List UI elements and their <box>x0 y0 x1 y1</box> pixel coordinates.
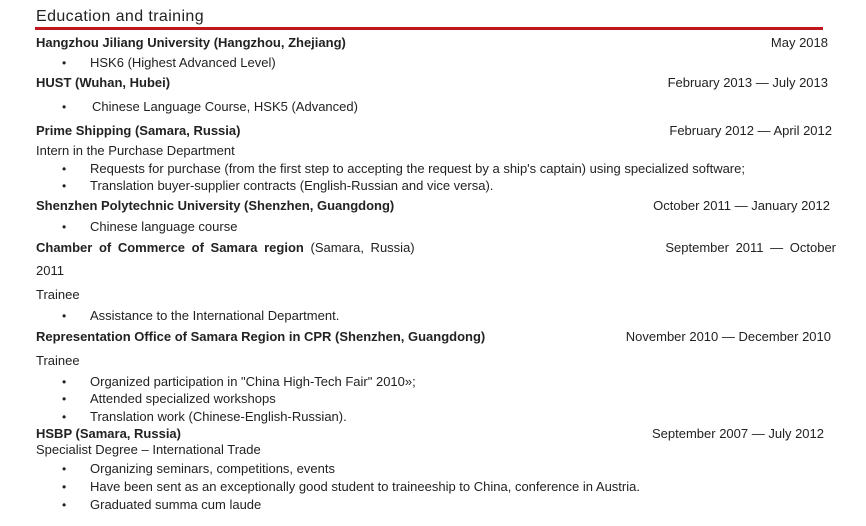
bullet-icon: • <box>62 375 67 389</box>
entry-date: September 2007 — July 2012 <box>652 426 824 441</box>
entry-org: Prime Shipping (Samara, Russia) <box>36 123 241 138</box>
bullet-icon: • <box>62 498 67 512</box>
entry-subtitle: Trainee <box>36 353 80 368</box>
bullet-icon: • <box>62 100 67 114</box>
entry-bullet: HSK6 (Highest Advanced Level) <box>90 55 276 70</box>
entry-subtitle: Specialist Degree – International Trade <box>36 442 261 457</box>
entry-bullet: Attended specialized workshops <box>90 391 276 406</box>
entry-org: HUST (Wuhan, Hubei) <box>36 75 171 90</box>
entry-date: May 2018 <box>770 35 828 50</box>
entry-bullet: Requests for purchase (from the first step to accepting the request by a ship's captain) using specialized software; <box>90 161 745 176</box>
entry-org: HSBP (Samara, Russia) <box>36 426 181 441</box>
entry-bullet: Organizing seminars, competitions, events <box>90 461 335 476</box>
entry-bullet: Translation work (Chinese-English-Russian). <box>90 409 347 424</box>
bullet-icon: • <box>62 162 67 176</box>
bullet-icon: • <box>62 56 67 70</box>
entry-subtitle: Trainee <box>36 287 80 302</box>
entry-bullet: Translation buyer-supplier contracts (English-Russian and vice versa). <box>90 178 494 193</box>
entry-org-name: Chamber of Commerce of Samara region <box>36 240 304 255</box>
bullet-icon: • <box>62 410 67 424</box>
entry-bullet: Chinese language course <box>90 219 238 234</box>
section-title: Education and training <box>36 8 205 25</box>
entry-date: February 2013 — July 2013 <box>667 75 828 90</box>
entry-date: October 2011 — January 2012 <box>653 198 830 213</box>
entry-org-location: (Samara, Russia) <box>310 240 415 255</box>
entry-date-wrap: 2011 <box>36 263 64 278</box>
bullet-icon: • <box>62 220 67 234</box>
entry-bullet: Chinese Language Course, HSK5 (Advanced) <box>92 99 358 114</box>
entry-bullet: Have been sent as an exceptionally good student to traineeship to China, conference in Austria. <box>90 479 640 494</box>
entry-bullet: Graduated summa cum laude <box>90 497 262 512</box>
entry-org <box>36 240 415 256</box>
bullet-icon: • <box>62 392 67 406</box>
entry-subtitle: Intern in the Purchase Department <box>36 143 235 158</box>
bullet-icon: • <box>62 480 67 494</box>
entry-date: February 2012 — April 2012 <box>669 123 832 138</box>
entry-date: September 2011 — October <box>665 240 836 255</box>
section-divider <box>35 27 823 30</box>
bullet-icon: • <box>62 462 67 476</box>
entry-date: November 2010 — December 2010 <box>625 329 831 344</box>
entry-bullet: Organized participation in "China High-Tech Fair" 2010»; <box>90 374 416 389</box>
entry-bullet: Assistance to the International Department. <box>90 308 340 323</box>
bullet-icon: • <box>62 309 67 323</box>
entry-org: Shenzhen Polytechnic University (Shenzhen, Guangdong) <box>36 198 395 213</box>
entry-org: Representation Office of Samara Region in CPR (Shenzhen, Guangdong) <box>36 329 486 344</box>
entry-org: Hangzhou Jiliang University (Hangzhou, Zhejiang) <box>36 35 346 50</box>
bullet-icon: • <box>62 179 67 193</box>
